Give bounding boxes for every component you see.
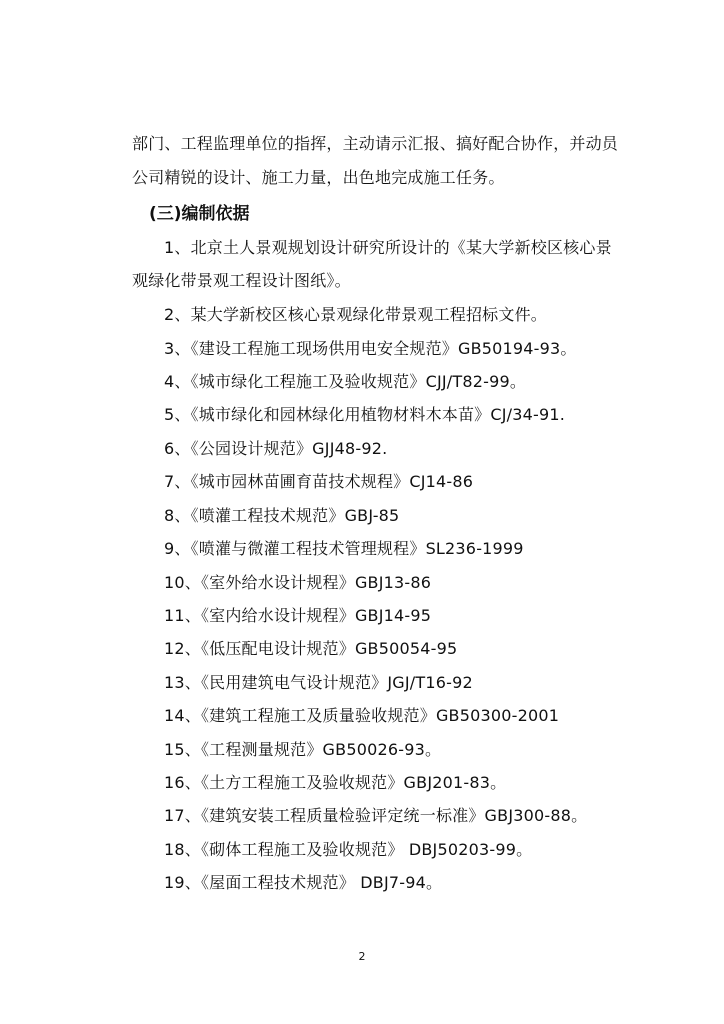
reference-item: 18、《砌体工程施工及验收规范》 DBJ50203-99。 bbox=[164, 840, 533, 859]
reference-item: 4、《城市绿化工程施工及验收规范》CJJ/T82-99。 bbox=[164, 372, 527, 391]
reference-item: 6、《公园设计规范》GJJ48-92. bbox=[164, 439, 388, 458]
reference-item: 13、《民用建筑电气设计规范》JGJ/T16-92 bbox=[164, 673, 473, 692]
reference-item: 15、《工程测量规范》GB50026-93。 bbox=[164, 740, 442, 759]
paragraph-line-1: 部门、工程监理单位的指挥，主动请示汇报、搞好配合协作，并动员 bbox=[132, 134, 619, 153]
page-number: 2 bbox=[358, 950, 366, 963]
reference-item: 17、《建筑安装工程质量检验评定统一标准》GBJ300-88。 bbox=[164, 806, 588, 825]
reference-item: 14、《建筑工程施工及质量验收规范》GB50300-2001 bbox=[164, 706, 560, 725]
reference-item: 11、《室内给水设计规程》GBJ14-95 bbox=[164, 606, 432, 625]
reference-item: 9、《喷灌与微灌工程技术管理规程》SL236-1999 bbox=[164, 539, 524, 558]
reference-item: 16、《土方工程施工及验收规范》GBJ201-83。 bbox=[164, 773, 507, 792]
reference-item: 7、《城市园林苗圃育苗技术规程》CJ14-86 bbox=[164, 472, 474, 491]
reference-item: 12、《低压配电设计规范》GB50054-95 bbox=[164, 639, 458, 658]
reference-item: 10、《室外给水设计规程》GBJ13-86 bbox=[164, 573, 432, 592]
paragraph-line-2: 公司精锐的设计、施工力量，出色地完成施工任务。 bbox=[132, 168, 505, 187]
reference-item-1-line-2: 观绿化带景观工程设计图纸》。 bbox=[132, 271, 351, 290]
reference-item: 3、《建设工程施工现场供用电安全规范》GB50194-93。 bbox=[164, 339, 577, 358]
reference-item: 5、《城市绿化和园林绿化用植物材料木本苗》CJ/34-91. bbox=[164, 405, 566, 424]
reference-item: 19、《屋面工程技术规范》 DBJ7-94。 bbox=[164, 873, 443, 892]
section-heading: (三)编制依据 bbox=[149, 204, 250, 224]
reference-item: 8、《喷灌工程技术规范》GBJ-85 bbox=[164, 506, 400, 525]
reference-item-1-line-1: 1、北京土人景观规划设计研究所设计的《某大学新校区核心景 bbox=[164, 238, 612, 257]
reference-item: 2、某大学新校区核心景观绿化带景观工程招标文件。 bbox=[164, 305, 547, 324]
